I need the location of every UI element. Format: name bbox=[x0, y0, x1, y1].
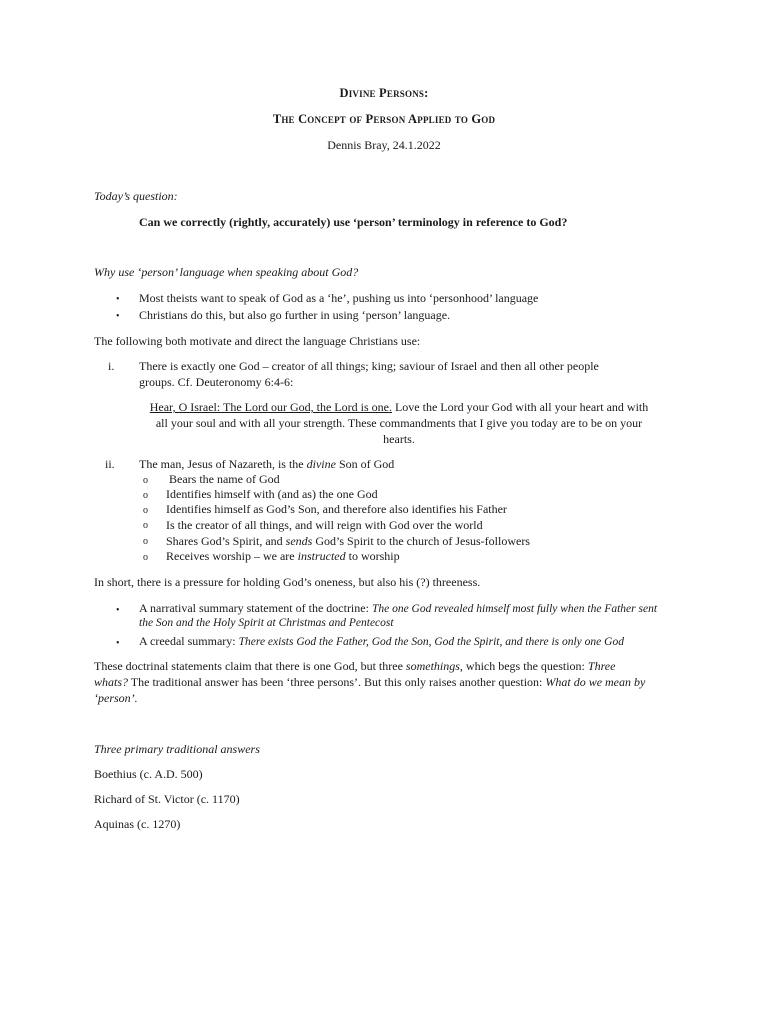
following-intro: The following both motivate and direct the language Christians use: bbox=[94, 334, 421, 348]
title-line-1: Divine Persons: bbox=[339, 86, 429, 100]
answer-item-2: Richard of St. Victor (c. 1170) bbox=[94, 792, 240, 806]
sub-item-6 bbox=[166, 549, 400, 565]
summary-bullet-2-emphasis: There exists God the Father, God the Son, God the Spirit, and there is only one God bbox=[238, 636, 624, 648]
sub-item-3: Identifies himself as God’s Son, and therefore also identifies his Father bbox=[166, 502, 507, 516]
question-text: Can we correctly (rightly, accurately) use ‘person’ terminology in reference to God? bbox=[139, 215, 568, 229]
item-1-line-1: There is exactly one God – creator of all things; king; saviour of Israel and then all other people bbox=[139, 359, 599, 373]
summary-bullet-1-line-2: the Son and the Holy Spirit at Christmas and Pentecost bbox=[139, 617, 394, 629]
why-heading: Why use ‘person’ language when speaking about God? bbox=[94, 265, 359, 279]
quote-underlined: Hear, O Israel: The Lord our God, the Lord is one. bbox=[149, 400, 392, 414]
item-1-line-2: groups. Cf. Deuteronomy 6:4-6: bbox=[139, 375, 294, 389]
sub-item-1: Bears the name of God bbox=[166, 472, 280, 486]
title-line-2: The Concept of Person Applied to God bbox=[272, 112, 496, 126]
summary-bullet-2 bbox=[139, 634, 624, 651]
sub-item-2: Identifies himself with (and as) the one God bbox=[166, 487, 378, 501]
sub-item-5-emphasis: sends bbox=[285, 534, 313, 548]
sub-item-5 bbox=[166, 534, 530, 550]
sub-item-5-pre: Shares God’s Spirit, and bbox=[166, 534, 286, 548]
doctrinal-line-1-emphasis-2: Three bbox=[587, 659, 616, 673]
doctrinal-line-1 bbox=[94, 659, 615, 675]
summary-bullet-2-label: A creedal summary: bbox=[139, 634, 239, 648]
sub-item-6-post: to worship bbox=[345, 549, 400, 563]
circle-bullet-icon: o bbox=[143, 475, 148, 486]
why-bullet-2: Christians do this, but also go further in using ‘person’ language. bbox=[139, 308, 451, 322]
circle-bullet-icon: o bbox=[143, 536, 148, 547]
item-2-pre: The man, Jesus of Nazareth, is the bbox=[139, 457, 307, 471]
circle-bullet-icon: o bbox=[143, 505, 148, 516]
doctrinal-line-1-pre: These doctrinal statements claim that there is one God, but three bbox=[94, 659, 406, 673]
answer-item-3: Aquinas (c. 1270) bbox=[94, 817, 181, 831]
bullet-icon: • bbox=[116, 294, 120, 305]
item-2-post: Son of God bbox=[335, 457, 395, 471]
sub-item-4: Is the creator of all things, and will reign with God over the world bbox=[166, 518, 483, 532]
doctrinal-line-1-emphasis: somethings bbox=[405, 659, 460, 673]
summary-bullet-1-emphasis-1: The one God revealed himself most fully when the Father sent bbox=[371, 603, 658, 615]
answers-heading: Three primary traditional answers bbox=[94, 742, 260, 756]
question-label: Today’s question: bbox=[94, 189, 178, 203]
bullet-icon: • bbox=[116, 638, 120, 649]
doctrinal-line-1-mid: , which begs the question: bbox=[459, 659, 588, 673]
bullet-icon: • bbox=[116, 311, 120, 322]
doctrinal-line-3: ‘person’. bbox=[94, 691, 138, 705]
doctrinal-line-2 bbox=[94, 675, 645, 691]
quote-line-2: all your soul and with all your strength. These commandments that I give you today are to be on your bbox=[155, 416, 643, 430]
circle-bullet-icon: o bbox=[143, 520, 148, 531]
quote-line-3: hearts. bbox=[383, 432, 415, 446]
why-bullet-1: Most theists want to speak of God as a ‘he’, pushing us into ‘personhood’ language bbox=[139, 291, 539, 305]
bullet-icon: • bbox=[116, 605, 120, 616]
author-date: Dennis Bray, 24.1.2022 bbox=[327, 138, 441, 152]
summary-intro: In short, there is a pressure for holding God’s oneness, but also his (?) threeness. bbox=[94, 575, 481, 589]
sub-item-6-pre: Receives worship – we are bbox=[166, 549, 298, 563]
circle-bullet-icon: o bbox=[143, 552, 148, 563]
summary-bullet-1-label: A narratival summary statement of the doctrine: bbox=[139, 601, 372, 615]
item-2-text bbox=[139, 457, 394, 473]
circle-bullet-icon: o bbox=[143, 490, 148, 501]
answer-item-1: Boethius (c. A.D. 500) bbox=[94, 767, 203, 781]
doctrinal-line-2-emphasis: whats? bbox=[94, 675, 129, 689]
item-1-number: i. bbox=[108, 359, 115, 373]
quote-line-1 bbox=[119, 400, 679, 416]
item-2-number: ii. bbox=[105, 457, 115, 471]
sub-item-5-post: God’s Spirit to the church of Jesus-followers bbox=[312, 534, 530, 548]
doctrinal-line-2-emphasis-2: What do we mean by bbox=[545, 675, 646, 689]
quote-line-1-rest: Love the Lord your God with all your heart and with bbox=[391, 400, 649, 414]
item-2-emphasis: divine bbox=[306, 457, 336, 471]
doctrinal-line-2-mid: The traditional answer has been ‘three persons’. But this only raises another question: bbox=[128, 675, 546, 689]
sub-item-6-emphasis: instructed bbox=[297, 549, 346, 563]
